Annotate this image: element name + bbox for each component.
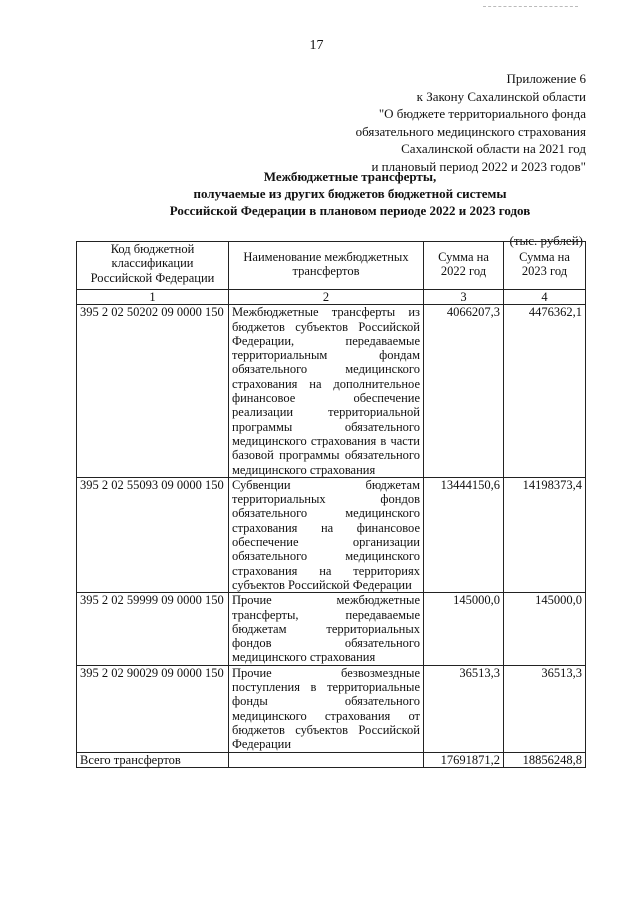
scan-artifact-line	[483, 6, 578, 7]
table-row	[77, 305, 586, 478]
total-sum-2023: 18856248,8	[504, 752, 586, 767]
row-sum-2023: 14198373,4	[504, 477, 586, 592]
row-code: 395 2 02 90029 09 0000 150	[77, 665, 229, 752]
title-line: Российской Федерации в плановом периоде 2022 и 2023 годов	[169, 203, 531, 218]
total-empty-cell	[229, 752, 424, 767]
appendix-line: обязательного медицинского страхования	[355, 123, 586, 139]
row-sum-2023: 4476362,1	[504, 305, 586, 478]
total-row	[77, 752, 586, 767]
column-number: 2	[229, 290, 424, 305]
row-sum-2022: 145000,0	[424, 593, 504, 665]
table-header-row	[77, 242, 586, 290]
column-number: 4	[504, 290, 586, 305]
row-name: Межбюджетные трансферты из бюджетов субъектов Российской Федерации, передаваемые территориальным фондам обязательного медицинского страхования на дополнительное финансовое обеспечение реализации территориальной программы обязательного медицинского страхования в части базовой программы обязательного медицинского страхования	[229, 305, 424, 478]
header-sum-2023: Сумма на 2023 год	[504, 242, 586, 290]
appendix-line: "О бюджете территориального фонда	[378, 106, 586, 121]
column-numbers-row	[77, 290, 586, 305]
transfers-table	[76, 241, 586, 768]
row-name: Прочие межбюджетные трансферты, передаваемые бюджетам территориальных фондов обязательного медицинского страхования	[229, 593, 424, 665]
appendix-line: Приложение 6	[506, 71, 586, 86]
row-code: 395 2 02 55093 09 0000 150	[77, 477, 229, 592]
row-code: 395 2 02 59999 09 0000 150	[77, 593, 229, 665]
header-name: Наименование межбюджетных трансфертов	[229, 242, 424, 290]
table-row	[77, 477, 586, 592]
table-row	[77, 665, 586, 752]
appendix-line: Сахалинской области на 2021 год	[401, 141, 586, 156]
document-title	[120, 168, 580, 219]
row-sum-2022: 13444150,6	[424, 477, 504, 592]
header-sum-2022: Сумма на 2022 год	[424, 242, 504, 290]
title-line: Межбюджетные трансферты,	[263, 169, 437, 184]
row-sum-2023: 36513,3	[504, 665, 586, 752]
page-number: 17	[309, 38, 324, 53]
row-sum-2022: 4066207,3	[424, 305, 504, 478]
appendix-line: и плановый период 2022 и 2023 годов"	[371, 158, 586, 174]
table-row	[77, 593, 586, 665]
column-number: 3	[424, 290, 504, 305]
total-sum-2022: 17691871,2	[424, 752, 504, 767]
appendix-block	[286, 70, 586, 175]
row-sum-2022: 36513,3	[424, 665, 504, 752]
row-code: 395 2 02 50202 09 0000 150	[77, 305, 229, 478]
units-label: (тыс. рублей)	[509, 233, 583, 248]
header-code: Код бюджетной классификации Российской Федерации	[77, 242, 229, 290]
row-name: Субвенции бюджетам территориальных фондов обязательного медицинского страхования на финансовое обеспечение организации обязательного медицинского страхования на территориях субъектов Российской Федерации	[229, 477, 424, 592]
row-sum-2023: 145000,0	[504, 593, 586, 665]
column-number: 1	[77, 290, 229, 305]
total-label: Всего трансфертов	[77, 752, 229, 767]
title-line: получаемые из других бюджетов бюджетной системы	[193, 186, 507, 201]
appendix-line: к Закону Сахалинской области	[416, 88, 586, 104]
row-name: Прочие безвозмездные поступления в территориальные фонды обязательного медицинского страхования от бюджетов субъектов Российской Федерации	[229, 665, 424, 752]
